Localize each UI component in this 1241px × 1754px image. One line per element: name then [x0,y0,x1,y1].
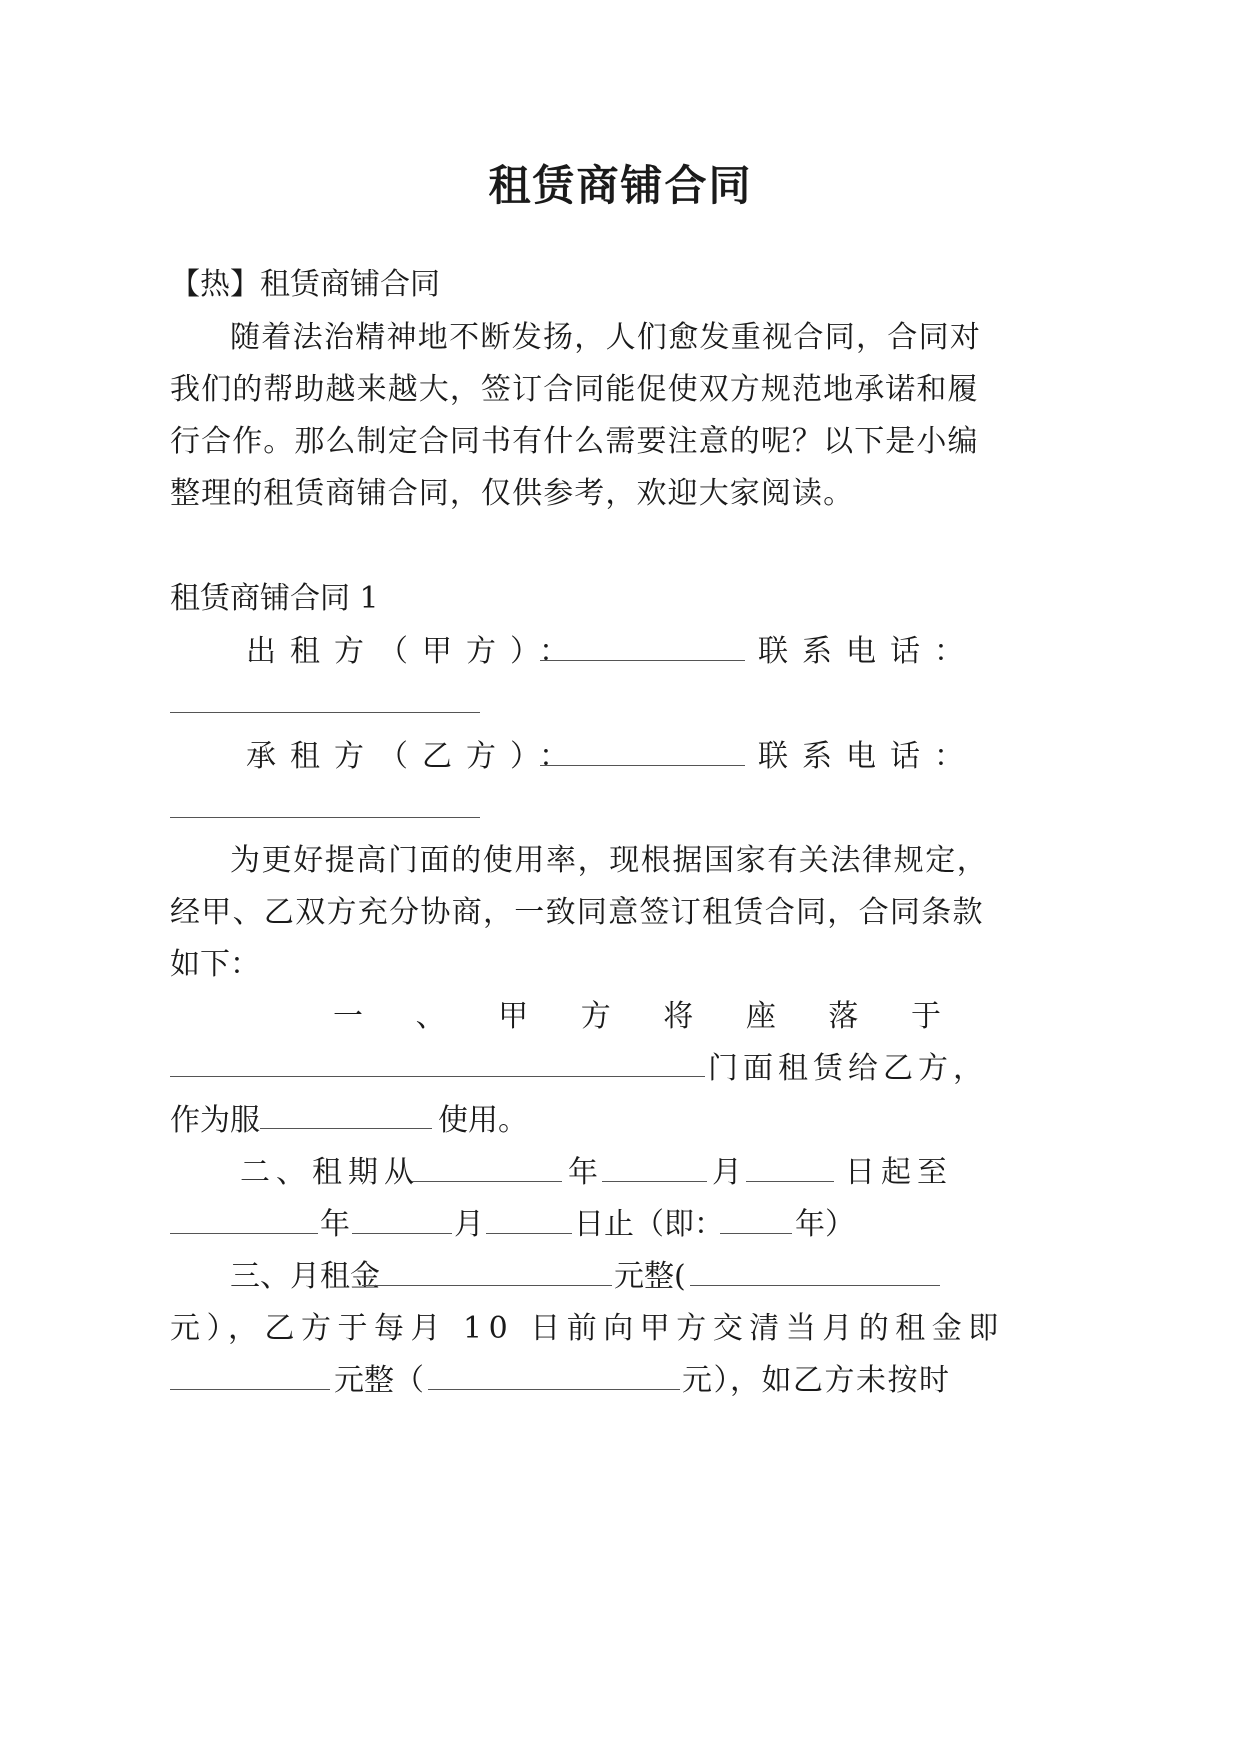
clause-1-tail: 门面租赁给乙方， [708,1051,988,1086]
clause-2-end-day: 日止（即： [574,1207,724,1242]
clause-2-end-years-label: 年） [795,1207,855,1242]
clause-1-line-3b: 使用。 [438,1103,528,1138]
clause-2-prefix: 二、租期从 [240,1155,420,1190]
lessee-phone-blank[interactable] [170,817,480,818]
lessor-name-blank[interactable] [540,660,745,661]
rent-amount-uppercase-blank[interactable] [428,1389,680,1390]
start-month-blank[interactable] [602,1181,707,1182]
lease-years-blank[interactable] [720,1233,792,1234]
clause-1-char: 一 [333,999,363,1034]
shop-location-blank[interactable] [170,1076,705,1077]
purpose-line-1: 为更好提高门面的使用率，现根据国家有关法律规定， [230,843,989,878]
clause-1-char: 落 [828,999,859,1034]
clause-1-char: 将 [663,999,694,1034]
rent-amount-blank[interactable] [170,1389,330,1390]
start-day-blank[interactable] [746,1181,834,1182]
document-heading: 【热】租赁商铺合同 [170,267,440,302]
intro-line-3: 行合作。那么制定合同书有什么需要注意的呢？以下是小编 [170,424,979,459]
clause-2-year-label: 年 [568,1155,598,1190]
clause-1-char: 、 [415,999,446,1034]
start-year-blank[interactable] [412,1181,562,1182]
lessor-label: 出租方（甲方）： [246,634,583,669]
clause-3-line-2: 元），乙方于每月 10 日前向甲方交清当月的租金即 [170,1311,1005,1346]
clause-1-char: 座 [745,999,776,1034]
clause-3-prefix: 三、月租金 [230,1259,380,1294]
clause-3-yuan-label-2: 元整（ [334,1363,424,1398]
lessee-phone-label: 联系电话： [758,739,978,774]
monthly-rent-blank[interactable] [362,1285,612,1286]
end-day-blank[interactable] [486,1233,572,1234]
intro-line-1: 随着法治精神地不断发扬，人们愈发重视合同，合同对 [230,320,982,355]
clause-2-month-label: 月 [712,1155,742,1190]
lessor-phone-blank[interactable] [170,712,480,713]
lessee-name-blank[interactable] [540,765,745,766]
clause-3-yuan-label: 元整( [614,1259,686,1294]
purpose-line-2: 经甲、乙双方充分协商，一致同意签订租赁合同，合同条款 [170,895,984,930]
end-year-blank[interactable] [170,1233,318,1234]
clause-1-char: 方 [580,999,611,1034]
intro-line-4: 整理的租赁商铺合同，仅供参考，欢迎大家阅读。 [170,476,855,511]
clause-1-char: 甲 [498,999,529,1034]
document-title: 租赁商铺合同 [488,161,753,210]
lessor-phone-label: 联系电话： [758,634,978,669]
intro-line-2: 我们的帮助越来越大，签订合同能促使双方规范地承诺和履 [170,372,979,407]
end-month-blank[interactable] [352,1233,452,1234]
clause-1-line-3a: 作为服 [170,1103,260,1138]
purpose-line-3: 如下： [170,947,260,982]
clause-2-end-year-label: 年 [320,1207,350,1242]
lessee-label: 承租方（乙方）： [246,739,583,774]
clause-1-line-1 [333,997,941,1037]
section-1-title: 租赁商铺合同 1 [170,581,379,616]
clause-1-char: 于 [910,999,941,1034]
monthly-rent-uppercase-blank[interactable] [690,1285,940,1286]
usage-purpose-blank[interactable] [260,1128,432,1129]
clause-2-start-suffix: 日起至 [845,1155,953,1190]
clause-2-end-month-label: 月 [454,1207,484,1242]
clause-3-tail: 元），如乙方未按时 [682,1363,951,1398]
